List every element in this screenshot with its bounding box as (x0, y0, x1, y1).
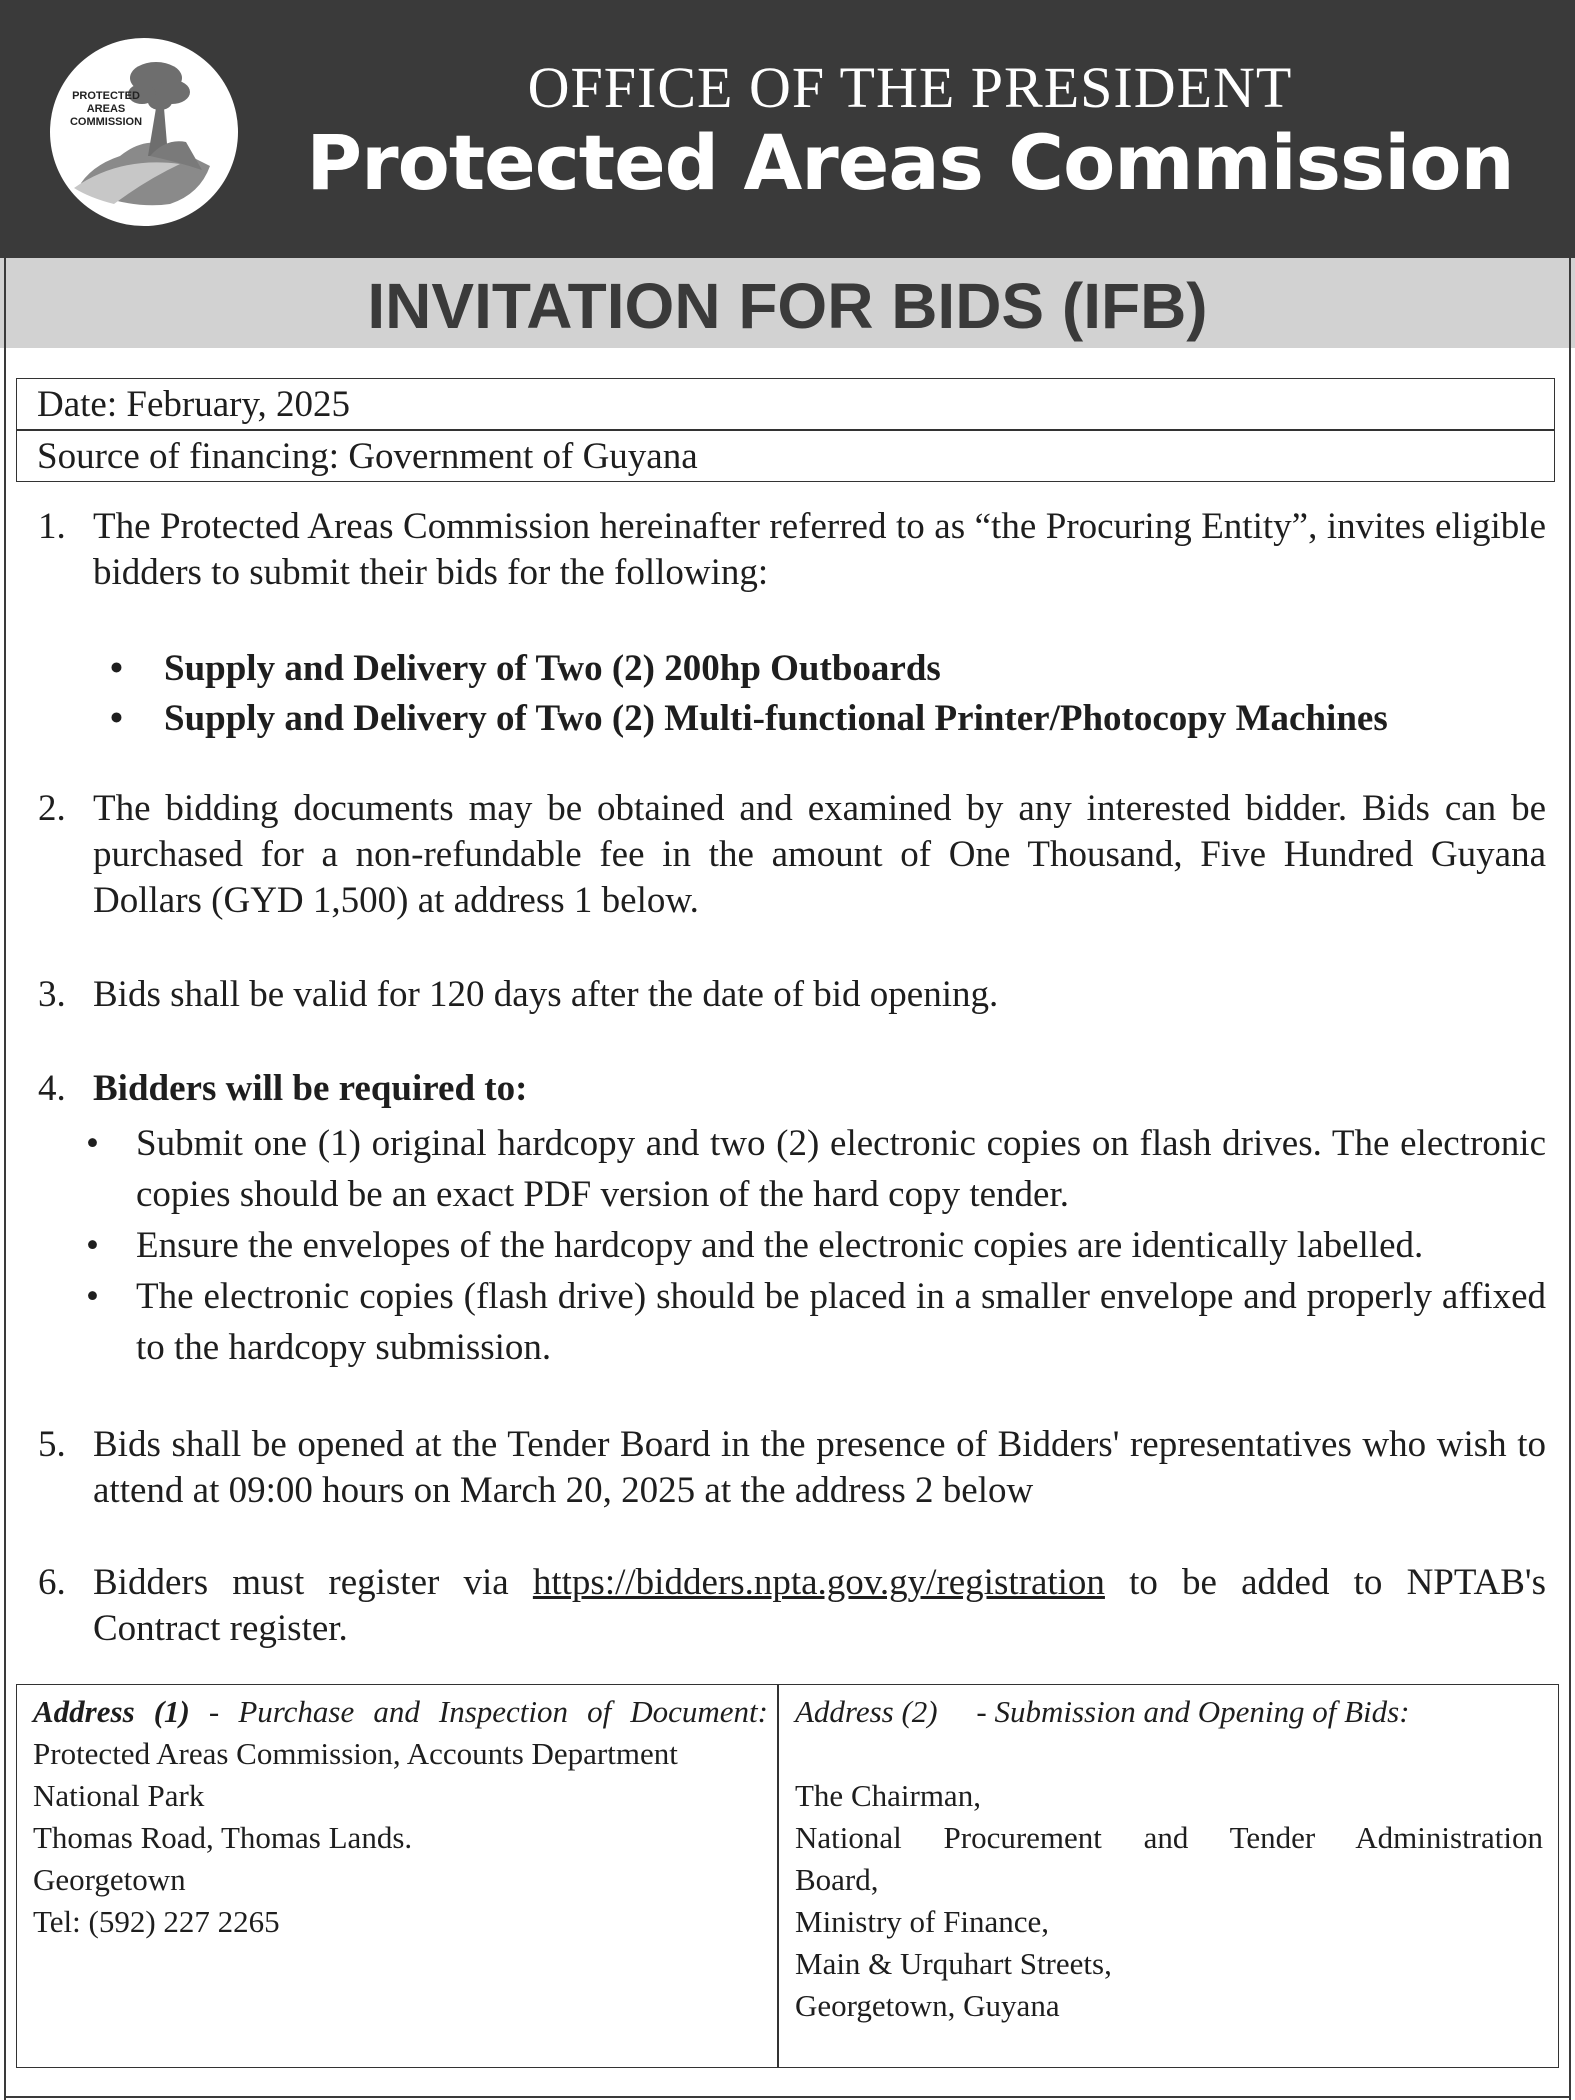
item-text: Bids shall be valid for 120 days after the date of bid opening. (93, 974, 999, 1015)
address-table (16, 1684, 1559, 2068)
address-line: Ministry of Finance, (795, 1904, 1049, 1939)
list-item-5 (38, 1422, 1546, 1514)
address-purpose: - Submission and Opening of Bids: (976, 1694, 1410, 1729)
table-divider (777, 1685, 779, 2067)
item-number: 3. (38, 974, 66, 1015)
office-title: OFFICE OF THE PRESIDENT (527, 55, 1293, 120)
address-1 (33, 1691, 768, 1943)
logo-line: AREAS (86, 103, 126, 115)
list-item-6 (38, 1560, 1546, 1652)
address-line: Main & Urquhart Streets, (795, 1946, 1112, 1981)
item-number: 4. (38, 1068, 66, 1109)
list-item (86, 1118, 1546, 1220)
bullet-icon: • (110, 648, 123, 689)
bullet-text: Ensure the envelopes of the hardcopy and the electronic copies are identically labelled. (136, 1225, 1424, 1266)
registration-link[interactable]: https://bidders.npta.gov.gy/registration (532, 1562, 1105, 1603)
item-number: 5. (38, 1424, 66, 1465)
bullet-icon: • (110, 698, 123, 739)
item-text: Bids shall be opened at the Tender Board in the presence of Bidders' representatives who wish to attend at 09:00 hours on March 20, 2025 at the address 2 below (93, 1424, 1546, 1511)
bullet-text: Supply and Delivery of Two (2) Multi-functional Printer/Photocopy Machines (164, 698, 1388, 739)
address-line: Tel: (592) 227 2265 (33, 1904, 280, 1939)
list-item-3 (38, 972, 1546, 1018)
address-line: Georgetown (33, 1862, 186, 1897)
commission-title: Protected Areas Commission (306, 118, 1514, 207)
bullet-text: Submit one (1) original hardcopy and two (2) electronic copies on flash drives. The electronic copies should be an exact PDF version of the hard copy tender. (136, 1123, 1546, 1215)
financing-line: Source of financing: Government of Guyana (37, 436, 698, 477)
logo-lettering (56, 90, 156, 129)
bullet-text: Supply and Delivery of Two (2) 200hp Outboards (164, 648, 941, 689)
bullet-icon: • (86, 1123, 99, 1164)
address-label: Address (1) (33, 1694, 190, 1729)
address-purpose: - Purchase and Inspection of Document: (208, 1694, 768, 1729)
list-item-2 (38, 786, 1546, 924)
bullet-text: The electronic copies (flash drive) should be placed in a smaller envelope and properly affixed to the hardcopy submission. (136, 1276, 1546, 1368)
list-item (86, 1271, 1546, 1373)
list-item (104, 644, 1554, 694)
item-text: The Protected Areas Commission hereinafter referred to as “the Procuring Entity”, invites eligible bidders to submit their bids for the following: (93, 506, 1546, 593)
address-label: Address (2) (795, 1694, 938, 1729)
procurement-items (104, 644, 1554, 744)
logo-line: PROTECTED (72, 90, 140, 102)
bullet-icon: • (86, 1276, 99, 1317)
frame-border (4, 2096, 1571, 2098)
list-item (86, 1220, 1546, 1271)
frame-border (1569, 258, 1571, 2100)
address-2-heading (795, 1691, 1543, 1733)
item-number: 6. (38, 1562, 66, 1603)
item-heading: Bidders will be required to: (93, 1068, 528, 1109)
address-line: Georgetown, Guyana (795, 1988, 1060, 2023)
header (0, 0, 1575, 258)
address-2 (795, 1691, 1543, 2027)
info-table (16, 378, 1555, 482)
address-2-lines (795, 1775, 1543, 2027)
item-number: 2. (38, 788, 66, 829)
frame-border (4, 258, 6, 2100)
address-line: National Park (33, 1778, 205, 1813)
ifb-title: INVITATION FOR BIDS (IFB) (367, 270, 1208, 342)
address-1-heading (33, 1691, 768, 1733)
list-item-1 (38, 504, 1546, 596)
bullet-icon: • (86, 1225, 99, 1266)
tree-river-icon (50, 38, 238, 226)
date-line: Date: February, 2025 (37, 384, 351, 425)
commission-logo (50, 38, 238, 226)
list-item (104, 694, 1554, 744)
item-text: The bidding documents may be obtained and examined by any interested bidder. Bids can be purchased for a non-refundable fee in the amount of One Thousand, Five Hundred Guyana Dollars (GYD 1,500) at address 1 below. (93, 788, 1546, 921)
item-text-prefix: Bidders must register via (93, 1562, 533, 1603)
list-item-4 (38, 1066, 1546, 1112)
logo-line: COMMISSION (69, 116, 143, 128)
table-divider (17, 429, 1554, 431)
item-number: 1. (38, 506, 66, 547)
requirements-list (86, 1118, 1546, 1373)
address-line: The Chairman, (795, 1778, 981, 1813)
address-line: Board, (795, 1862, 879, 1897)
address-line: Protected Areas Commission, Accounts Department (33, 1736, 678, 1771)
item-text-suffix: to be added to NPTAB's Contract register. (93, 1562, 1546, 1649)
item-text (93, 1560, 1546, 1652)
address-line: Thomas Road, Thomas Lands. (33, 1820, 413, 1855)
address-line: National Procurement and Tender Administration (795, 1820, 1543, 1855)
